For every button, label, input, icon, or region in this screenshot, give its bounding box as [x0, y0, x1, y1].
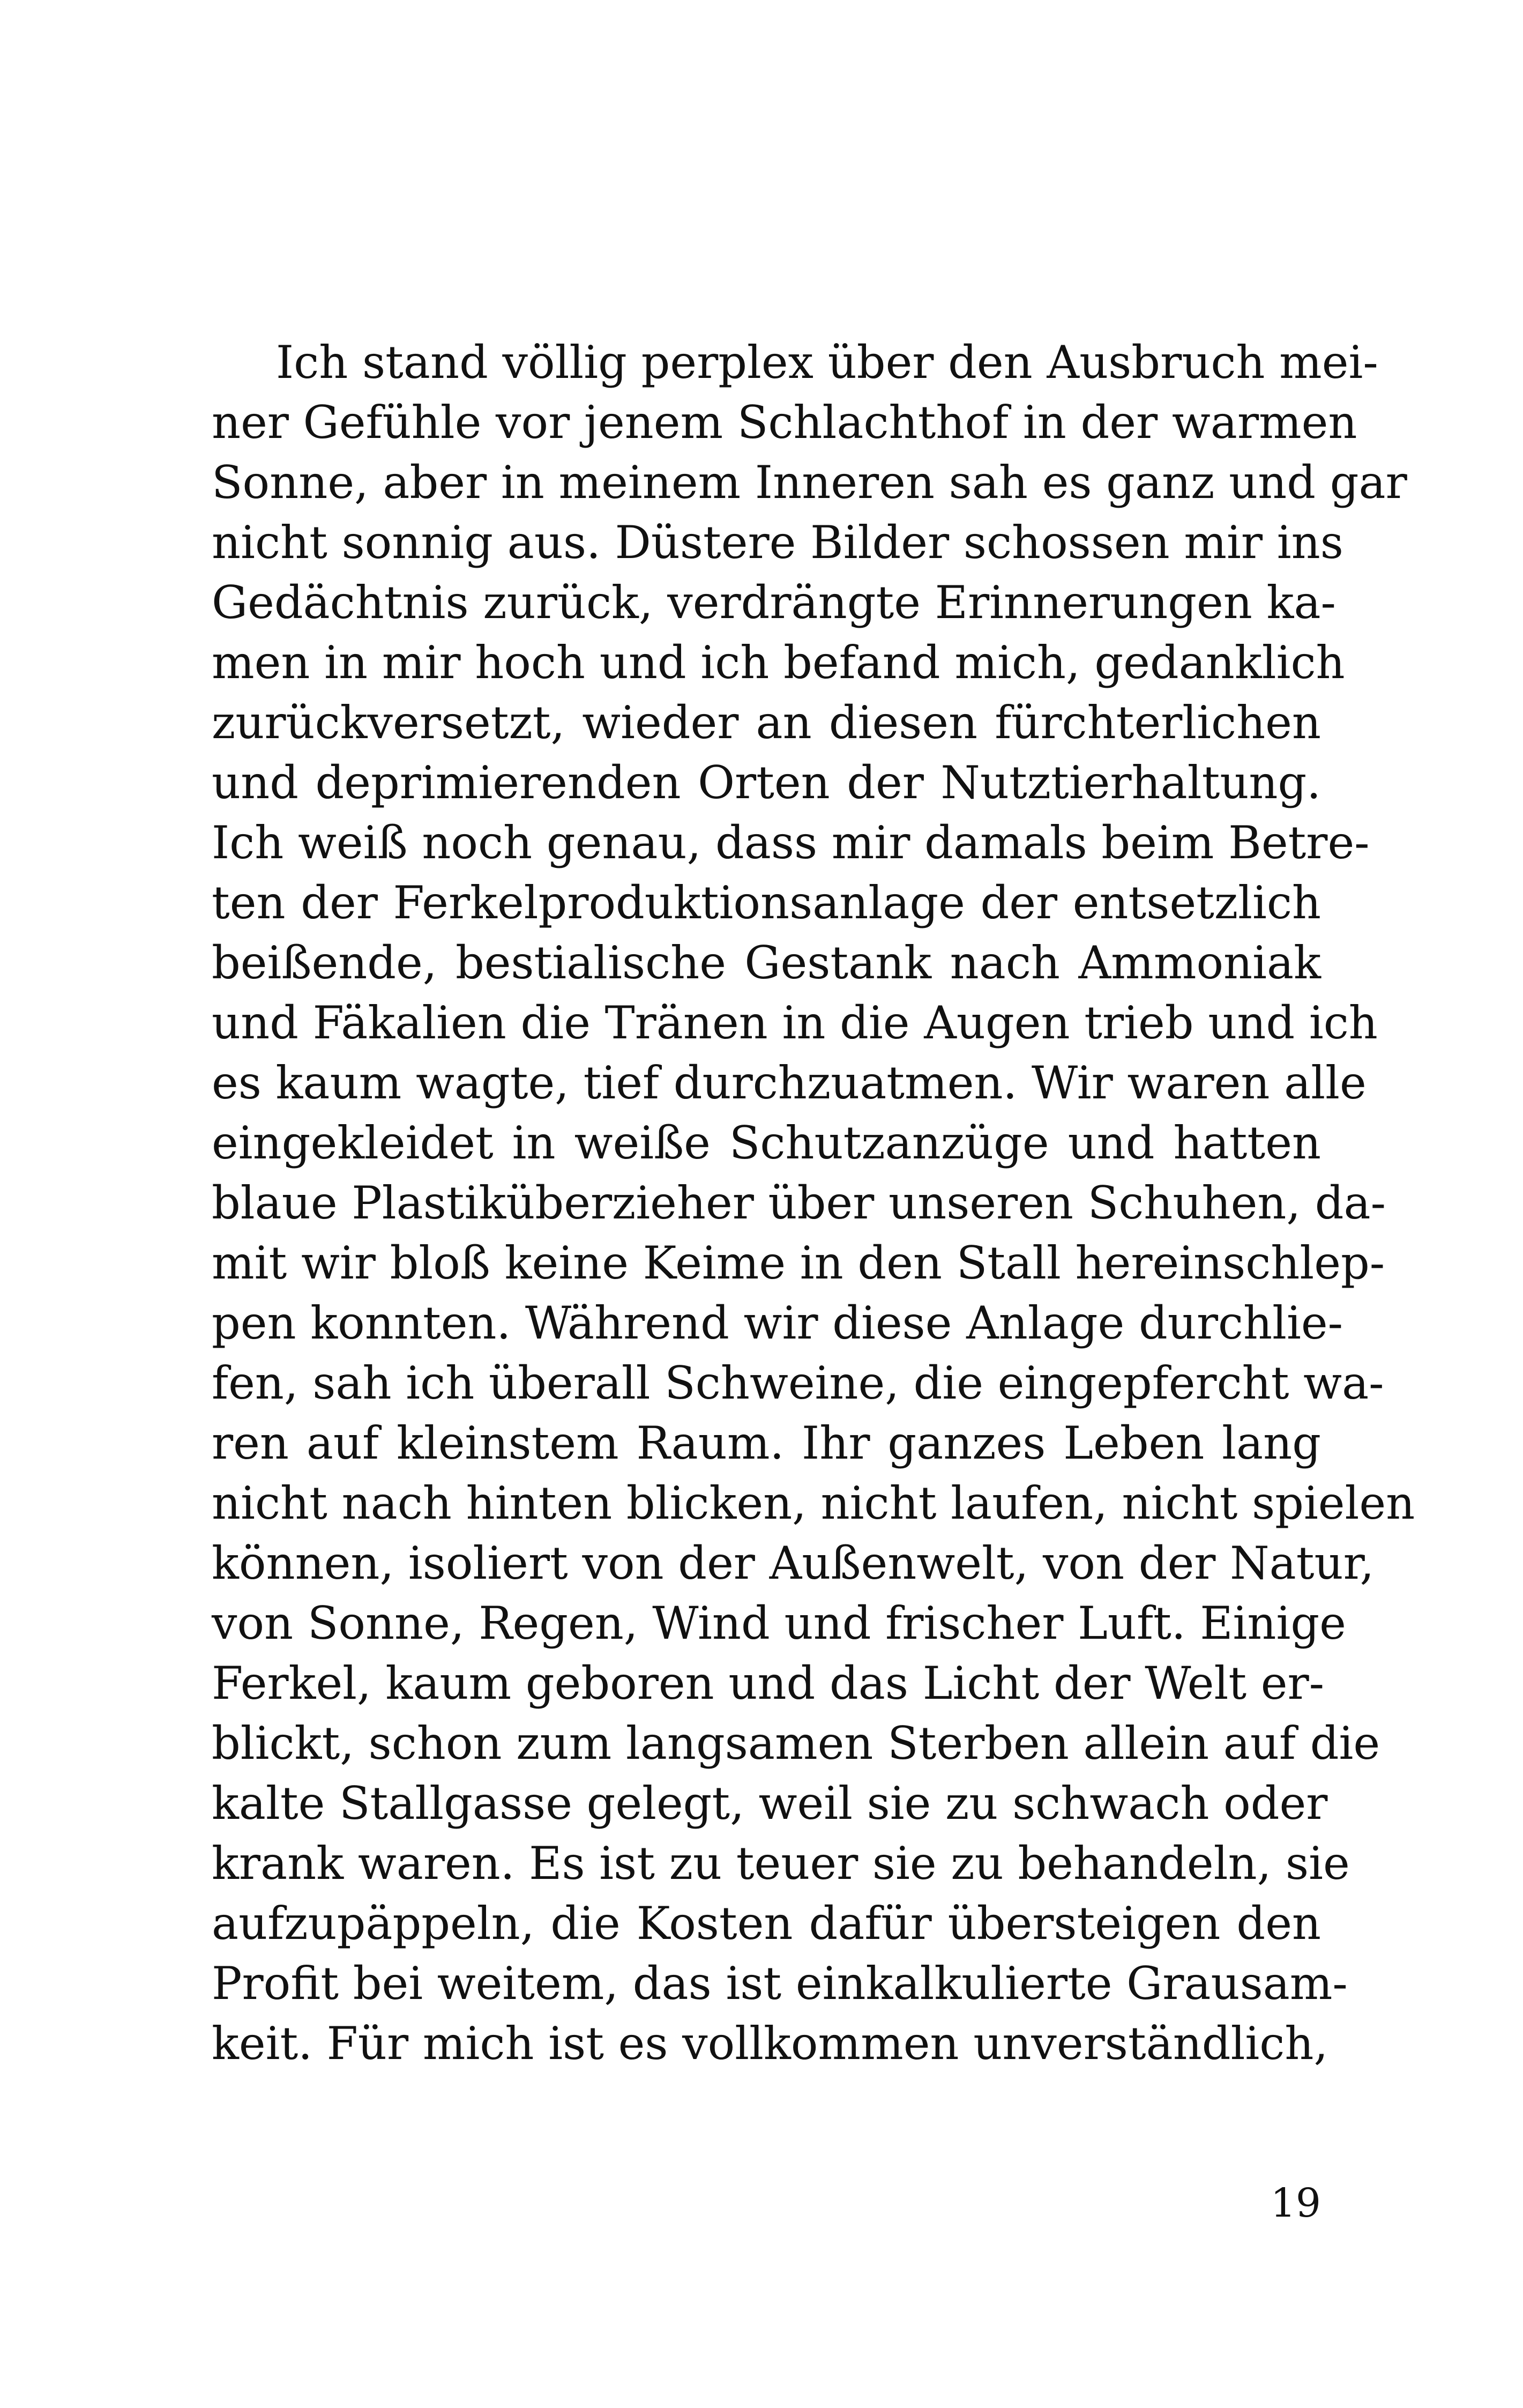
text-line: zurückversetzt, wieder an diesen fürchterlichen — [212, 696, 1321, 749]
text-line: pen konnten. Während wir diese Anlage durchlie- — [212, 1297, 1343, 1349]
text-line: Profit bei weitem, das ist einkalkulierte Grausam- — [212, 1957, 1348, 2010]
text-line: ren auf kleinstem Raum. Ihr ganzes Leben lang — [212, 1417, 1321, 1469]
text-line: Ich weiß noch genau, dass mir damals beim Betre- — [212, 816, 1370, 869]
text-line: es kaum wagte, tief durchzuatmen. Wir waren alle — [212, 1057, 1367, 1109]
text-line: eingekleidet in weiße Schutzanzüge und hatten — [212, 1117, 1321, 1169]
text-line: können, isoliert von der Außenwelt, von der Natur, — [212, 1537, 1375, 1589]
text-line: mit wir bloß keine Keime in den Stall hereinschlep- — [212, 1237, 1385, 1289]
text-line: nicht sonnig aus. Düstere Bilder schossen mir ins — [212, 516, 1343, 569]
text-line: ten der Ferkelproduktionsanlage der entsetzlich — [212, 876, 1321, 929]
text-line: und Fäkalien die Tränen in die Augen trieb und ich — [212, 997, 1378, 1049]
body-text — [212, 332, 1415, 2073]
text-line: keit. Für mich ist es vollkommen unverständlich, — [212, 2017, 1328, 2070]
text-line: ner Gefühle vor jenem Schlachthof in der warmen — [212, 396, 1357, 449]
text-line: von Sonne, Regen, Wind und frischer Luft. Einige — [212, 1597, 1346, 1649]
text-line: Ich stand völlig perplex über den Ausbruch mei- — [276, 336, 1378, 389]
text-line: blaue Plastiküberzieher über unseren Schuhen, da- — [212, 1177, 1386, 1229]
text-line: krank waren. Es ist zu teuer sie zu behandeln, sie — [212, 1837, 1350, 1890]
text-line: Sonne, aber in meinem Inneren sah es ganz und gar — [212, 456, 1407, 509]
text-line: blickt, schon zum langsamen Sterben allein auf die — [212, 1717, 1380, 1770]
text-line: Ferkel, kaum geboren und das Licht der Welt er- — [212, 1657, 1325, 1710]
text-line: und deprimierenden Orten der Nutztierhaltung. — [212, 756, 1321, 809]
text-line: Gedächtnis zurück, verdrängte Erinnerungen ka- — [212, 576, 1336, 629]
text-line: nicht nach hinten blicken, nicht laufen, nicht spielen — [212, 1477, 1415, 1529]
text-line: beißende, bestialische Gestank nach Ammoniak — [212, 937, 1321, 989]
text-line: aufzupäppeln, die Kosten dafür übersteigen den — [212, 1897, 1321, 1950]
text-line: men in mir hoch und ich befand mich, gedanklich — [212, 636, 1345, 689]
page-number: 19 — [1270, 2180, 1321, 2226]
text-line: fen, sah ich überall Schweine, die eingepfercht wa- — [212, 1357, 1384, 1409]
text-line: kalte Stallgasse gelegt, weil sie zu schwach oder — [212, 1777, 1328, 1830]
